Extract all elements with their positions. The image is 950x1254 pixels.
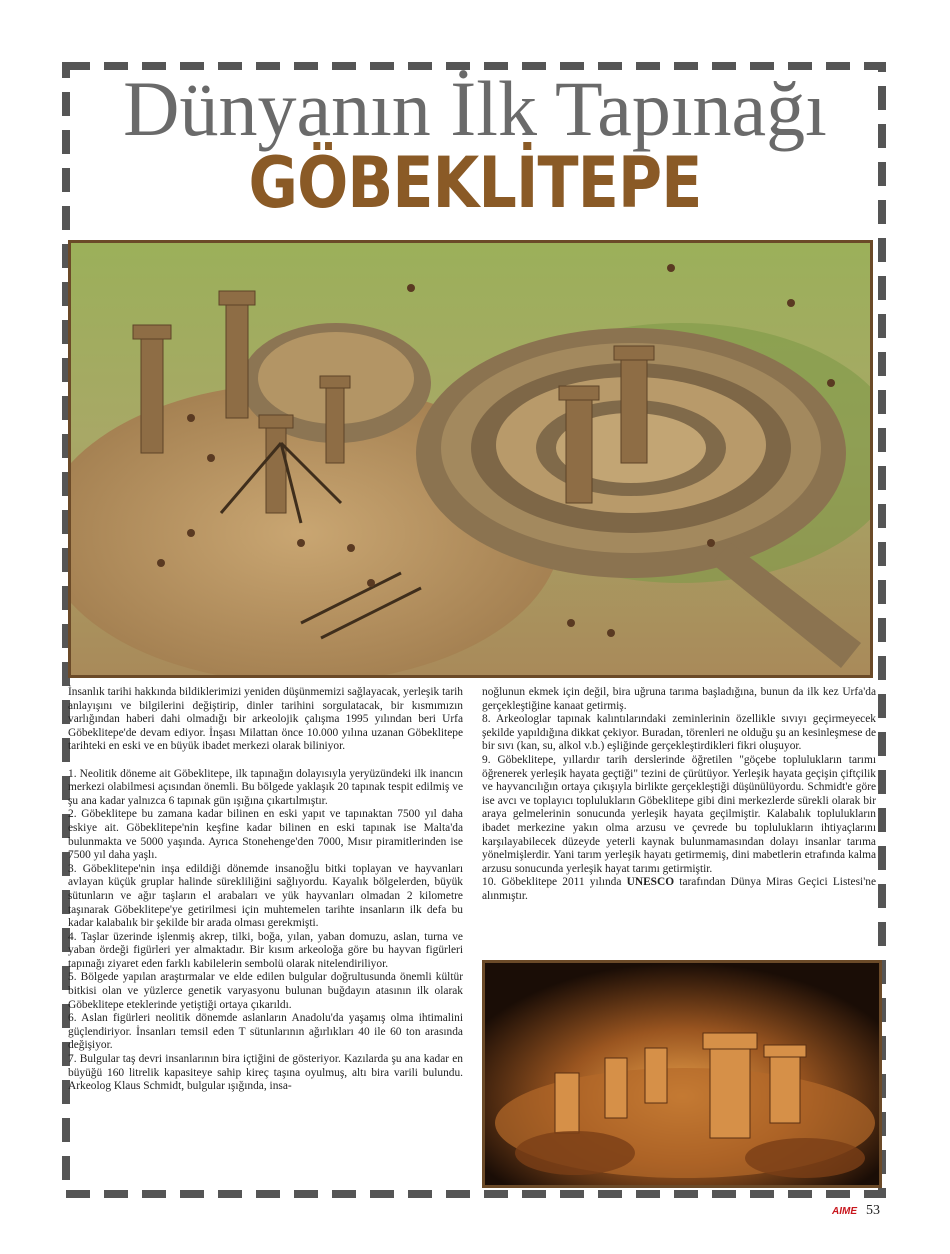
temple-illustration-art xyxy=(71,243,870,675)
fact-1: 1. Neolitik döneme ait Göbeklitepe, ilk tapınağın dolayısıyla yeryüzündeki ilk inancın merkezi olabilmesi açısından önemli. Bu bölgede yaklaşık 20 tapınak tespit edilmiş ve şu ana kadar yalnızca 6 tapınak gün ışığına çıkartılmıştır. xyxy=(68,767,463,807)
intro-paragraph: İnsanlık tarihi hakkında bildiklerimizi yeniden düşünmemizi sağlayacak, yerleşik tarih anlayışını ve bilgilerini değiştirip, dinler tarihini sorgulatacak, bir kısmımızın varlığından haberi dahi olmadığı bir arkeolojik çalışma 1995 yılından beri Urfa Göbeklitepe'de devam ediyor. İnşası Milattan önce 10.000 yılına uzanan Göbeklitepe tarihteki en eski ve en büyük ibadet merkezi olarak biliniyor. xyxy=(68,686,463,753)
magazine-logo: AIME xyxy=(832,1206,857,1217)
fact-7: 7. Bulgular taş devri insanlarının bira içtiğini de gösteriyor. Kazılarda şu ana kadar en büyüğü 160 litrelik kapasiteye sahip kireç taşına oyulmuş, altı bira varili bulundu. Arkeolog Klaus Schmidt, bulgular ışığında, insa- xyxy=(68,1053,463,1093)
article-column-right xyxy=(482,686,876,904)
temple-illustration xyxy=(68,240,873,678)
fact-10: 10. Göbeklitepe 2011 yılında UNESCO tarafından Dünya Miras Geçici Listesi'ne alınmıştır. xyxy=(482,876,877,902)
fact-2: 2. Göbeklitepe bu zamana kadar bilinen en eski yapıt ve tapınaktan 7500 yıl daha eskiye ait. Göbeklitepe'nin keşfine kadar bilinen en eski tapınak ise Malta'da bulunmakta ve 5000 yaşında. Ayrıca Stonehenge'den 7000, Mısır piramitlerinden ise 7500 yıl daha yaşlı. xyxy=(68,808,463,862)
page-subtitle: GÖBEKLİTEPE xyxy=(248,142,702,224)
ruins-photo-art xyxy=(485,963,879,1185)
fact-5: 5. Bölgede yapılan araştırmalar ve elde edilen bulgular doğrultusunda önemli kültür bitkisi olan ve yüzlerce genetik varyasyonu bulunan buğdayın atasının ilk olarak Göbeklitepe eteklerinde yetiştiği ortaya çıkarıldı. xyxy=(68,971,463,1011)
fact-7-continued: noğlunun ekmek için değil, bira uğruna tarıma başladığına, bunun da ilk kez Urfa'da gerçekleştiğine kanaat getirmiş. xyxy=(482,686,876,712)
fact-6: 6. Aslan figürleri neolitik dönemde aslanların Anadolu'da yaşamış olma ihtimalini güçlendiriyor. İnsanları temsil eden T sütunlarının ağırlıkları 40 ile 60 ton arasında değişiyor. xyxy=(68,1012,463,1052)
page-number: 53 xyxy=(866,1203,880,1218)
unesco-label: UNESCO xyxy=(626,876,675,889)
page-title: Dünyanın İlk Tapınağı xyxy=(123,65,827,152)
fact-4: 4. Taşlar üzerinde işlenmiş akrep, tilki, boğa, yılan, yaban domuzu, aslan, turna ve yaban ördeği figürleri yer almaktadır. Bir kısım arkeoloğa göre bu hayvan figürleri tapınağı ziyaret eden farklı kabilelerin sembolü olarak nitelendiriliyor. xyxy=(68,930,463,970)
article-column-left xyxy=(68,686,463,1094)
fact-8: 8. Arkeologlar tapınak kalıntılarındaki zeminlerinin özellikle sıvıyı geçirmeyecek şekilde yapıldığına dikkat çekiyor. Buradan, törenleri ne olduğu şu an kesinleşmese de bir sıvı (kan, su, alkol v.b.) eşliğinde gerçekleştirdikleri fikri oluşuyor. xyxy=(482,713,876,753)
ruins-photo xyxy=(482,960,882,1188)
fact-9: 9. Göbeklitepe, yıllardır tarih derslerinde öğretilen "göçebe toplulukların tarımı öğrenerek yerleşik hayata geçtiği" tezini de çürütüyor. Yerleşik hayata geçişin çiftçilik ve hayvancılığın ortaya çıkışıyla birlikte gerçekleştiği düşünülüyordu. Schmidt'e göre ise avcı ve toplayıcı toplulukların Göbeklitepe gibi dini merkezlerde sürekli olarak bir araya gelmelerinin sonucunda yerleşik hayata geçilmiştir. Kalabalık toplulukların ibadet merkezine yakın olma arzusu ve çevrede bu toplulukların ihtiyaçlarını karşılayabilecek düzeyde yeterli kaynak bulunmamasından dolayı insanlar tarıma yönelmişlerdir. Yani tarım yerleşik hayatı getirmemiş, dini mabetlerin etrafında kalma arzusu sonucunda yerleşik hayat tarımı getirmiştir. xyxy=(482,753,876,875)
fact-3: 3. Göbeklitepe'nin inşa edildiği dönemde insanoğlu bitki toplayan ve hayvanları avlayan küçük gruplar halinde sürekliliğini sağlıyordu. Kayalık bölgelerden, büyük sütunların ve ağır taşların el arabaları ve yük hayvanları olmadan 2 kilometre taşınarak Göbeklitepe'ye getirilmesi için muhtemelen tarihte insanların ilk defa bu kadar kalabalık bir şekilde bir arada olması gerekmişti. xyxy=(68,862,463,930)
